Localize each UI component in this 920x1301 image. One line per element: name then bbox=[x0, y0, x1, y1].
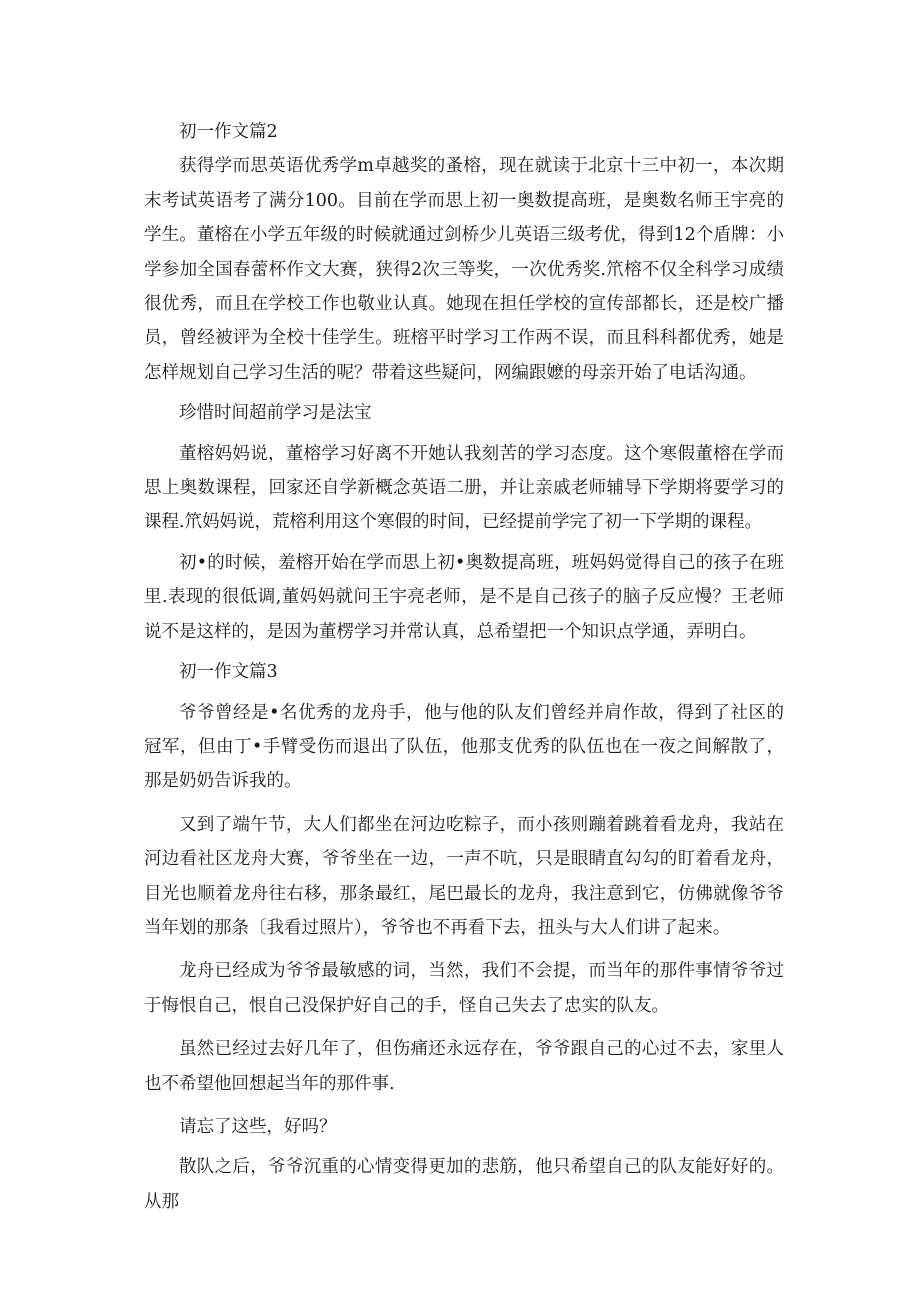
body-paragraph: 又到了端午节，大人们都坐在河边吃粽子，而小孩则蹦着跳着看龙舟，我站在河边看社区龙舟大赛，爷爷坐在一边，一声不吭，只是眼睛直勾勾的盯着看龙舟，目光也顺着龙舟往右移，那条最红，尾巴最长的龙舟，我注意到它，仿佛就像爷爷当年划的那条〔我看过照片），爷爷也不再看下去，扭头与大人们讲了起来。 bbox=[144, 814, 784, 938]
body-paragraph: 龙舟已经成为爷爷最敏感的词，当然，我们不会提，而当年的那件事情爷爷过于悔恨自己，恨自己没保护好自己的手，怪自己失去了忠实的队友。 bbox=[144, 961, 784, 1016]
body-paragraph: 爷爷曾经是•名优秀的龙舟手，他与他的队友们曾经并肩作故，得到了社区的冠军，但由丁•手臂受伤而退出了队伍，他那支优秀的队伍也在一夜之间解散了，那是奶奶告诉我的。 bbox=[144, 702, 784, 792]
body-paragraph: 虽然已经过去好几年了，但伤痛还永远存在，爷爷跟自己的心过不去，家里人也不希望他回想起当年的那件事. bbox=[144, 1039, 784, 1094]
section-subheading: 珍惜时间超前学习是法宝 bbox=[179, 403, 372, 424]
body-paragraph: 初•的时候，羞榕开始在学而思上初•奥数提高班，班妈妈觉得自己的孩子在班里.表现的很低调,董妈妈就问王宇亮老师，是不是自己孩子的脑子反应慢？王老师说不是这样的，是因为董楞学习并常认真，总希望把一个知识点学通，弄明白。 bbox=[144, 552, 784, 642]
document-body bbox=[144, 115, 784, 1219]
section-heading-essay-3: 初一作文篇3 bbox=[179, 662, 278, 683]
body-paragraph: 获得学而思英语优秀学m卓越奖的蚤榕，现在就读于北京十三中初一，本次期末考试英语考了满分100。目前在学而思上初一奥数提高班，是奥数名师王宇亮的学生。董榕在小学五年级的时候就通过剑桥少儿英语三级考优，得到12个盾牌：小学参加全国春蕾杯作文大赛，狭得2次三等奖，一次优秀奖.笊榕不仅全科学习成绩很优秀，而且在学校工作也敬业认真。她现在担任学校的宣传部都长，还是校广播员，曾经被评为全校十佳学生。班榕平时学习工作两不误，而且科科都优秀，她是怎样规划自己学习生活的呢？带着这些疑问，网编跟嬷的母亲开始了电话沟通。 bbox=[144, 156, 784, 383]
section-heading-essay-2: 初一作文篇2 bbox=[179, 122, 278, 142]
body-paragraph: 董榕妈妈说，董榕学习好离不开她认我刻苦的学习态度。这个寒假董榕在学而思上奥数课程，回家还自学新概念英语二册，并让亲戚老师辅导下学期将要学习的课程.笊妈妈说，荒榕利用这个寒假的时间，已经提前学完了初一下学期的课程。 bbox=[144, 443, 784, 533]
body-paragraph: 散队之后，爷爷沉重的心情变得更加的悲筋，他只希望自己的队友能好好的。从那 bbox=[144, 1157, 784, 1212]
body-paragraph: 请忘了这些，好吗？ bbox=[179, 1116, 337, 1137]
